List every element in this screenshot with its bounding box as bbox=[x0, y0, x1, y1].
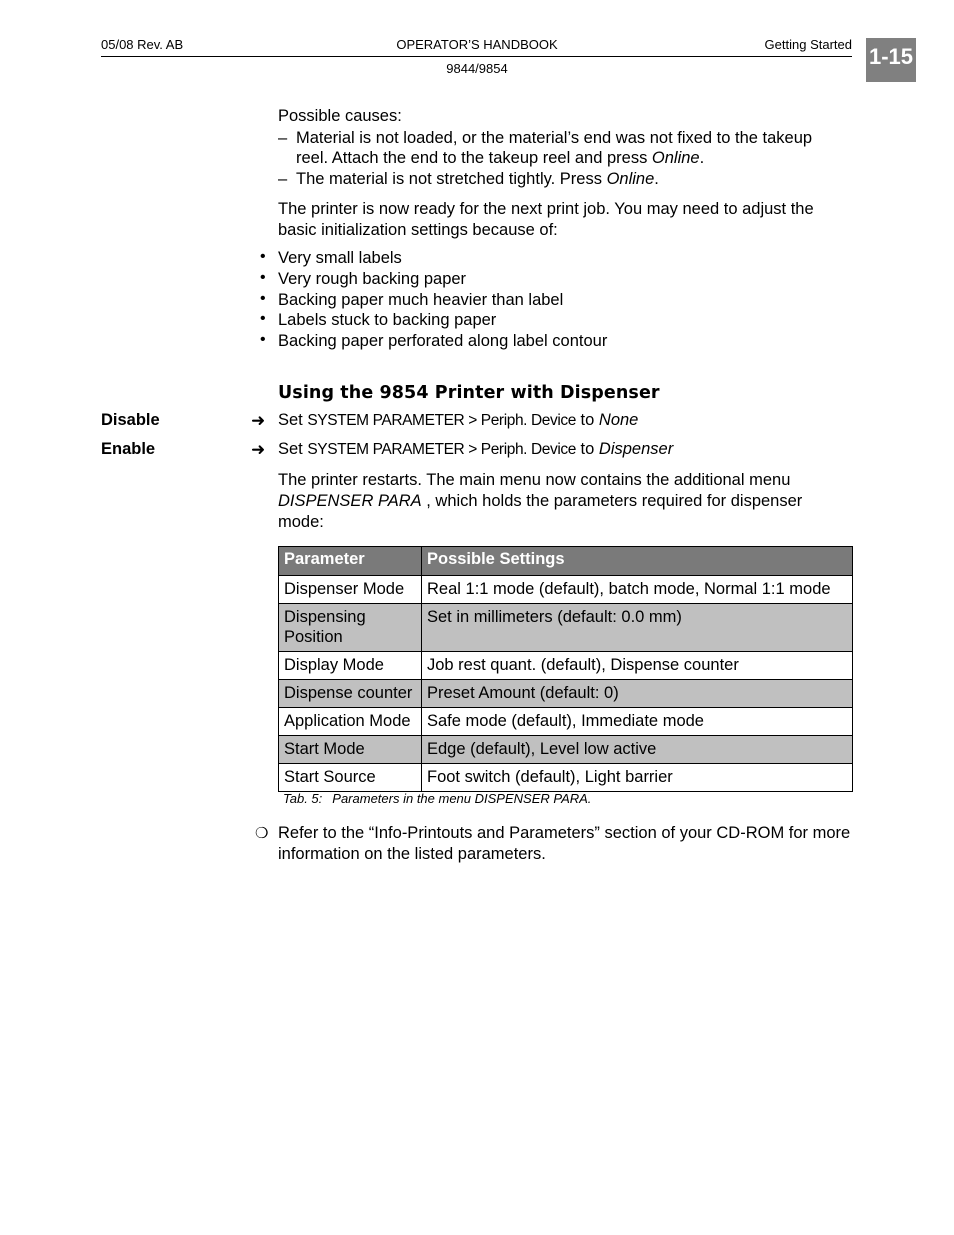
bullet-icon: • bbox=[260, 331, 266, 348]
restart-line: mode: bbox=[278, 513, 324, 531]
caption-label: Tab. 5: bbox=[283, 791, 323, 806]
disable-instruction bbox=[278, 411, 638, 430]
column-header: Parameter bbox=[279, 547, 422, 576]
ready-paragraph: The printer is now ready for the next print job. You may need to adjust the basic initialization settings because of: bbox=[278, 200, 814, 239]
table-cell: Edge (default), Level low active bbox=[422, 736, 853, 764]
to-word: to bbox=[575, 440, 599, 458]
table-row bbox=[279, 604, 853, 652]
table-row bbox=[279, 708, 853, 736]
page-number-tab: 1-15 bbox=[866, 38, 916, 82]
dash-marker: – bbox=[278, 170, 288, 188]
table-row bbox=[279, 680, 853, 708]
table-cell: Dispenser Mode bbox=[279, 576, 422, 604]
menu-path: SYSTEM PARAMETER > Periph. Device bbox=[307, 412, 576, 429]
header-chapter: Getting Started bbox=[764, 37, 852, 52]
cause-item bbox=[278, 169, 858, 189]
bullet-icon: • bbox=[260, 310, 266, 327]
causes-intro: Possible causes: bbox=[278, 107, 402, 125]
cause-text: The material is not stretched tightly. Press bbox=[296, 170, 607, 188]
arrow-right-icon: ➜ bbox=[251, 440, 266, 459]
online-key: Online bbox=[651, 149, 700, 167]
menu-path: SYSTEM PARAMETER > Periph. Device bbox=[307, 441, 576, 458]
section-heading: Using the 9854 Printer with Dispenser bbox=[278, 383, 660, 403]
table-caption bbox=[283, 791, 591, 806]
header-title: OPERATOR’S HANDBOOK bbox=[396, 37, 558, 52]
header-revision: 05/08 Rev. AB bbox=[101, 37, 184, 52]
set-word: Set bbox=[278, 411, 308, 429]
dash-marker: – bbox=[278, 129, 288, 147]
table-cell: Start Source bbox=[279, 764, 422, 792]
to-word: to bbox=[575, 411, 599, 429]
table-cell: Safe mode (default), Immediate mode bbox=[422, 708, 853, 736]
table-cell: Real 1:1 mode (default), batch mode, Normal 1:1 mode bbox=[422, 576, 853, 604]
header-model: 9844/9854 bbox=[446, 61, 508, 76]
table-cell: Job rest quant. (default), Dispense counter bbox=[422, 652, 853, 680]
reference-note: Refer to the “Info-Printouts and Parameters” section of your CD-ROM for more information on the listed parameters. bbox=[278, 824, 851, 863]
header-rule bbox=[101, 56, 852, 57]
online-key: Online bbox=[606, 170, 655, 188]
cause-item bbox=[278, 128, 858, 168]
table-header-row bbox=[279, 547, 853, 576]
restart-line: , which holds the parameters required for dispenser bbox=[421, 492, 803, 510]
enable-instruction bbox=[278, 440, 673, 459]
bullet-text: Very small labels bbox=[278, 249, 402, 267]
table-row bbox=[279, 764, 853, 792]
cause-punct: . bbox=[654, 170, 659, 188]
caption-text: Parameters in the menu DISPENSER PARA. bbox=[332, 791, 592, 806]
disable-label: Disable bbox=[101, 411, 160, 429]
table-cell: Set in millimeters (default: 0.0 mm) bbox=[422, 604, 853, 652]
cause-punct: . bbox=[699, 149, 705, 167]
table-row bbox=[279, 576, 853, 604]
circle-bullet-icon: ❍ bbox=[255, 825, 269, 842]
setting-value: Dispenser bbox=[598, 440, 674, 458]
bullet-text: Backing paper perforated along label contour bbox=[278, 332, 608, 350]
table-row bbox=[279, 736, 853, 764]
setting-value: None bbox=[598, 411, 639, 429]
restart-paragraph bbox=[278, 470, 858, 533]
bullet-icon: • bbox=[260, 290, 266, 307]
table-cell: Dispense counter bbox=[279, 680, 422, 708]
menu-name: DISPENSER PARA bbox=[278, 492, 422, 510]
restart-line: The printer restarts. The main menu now contains the additional menu bbox=[278, 471, 791, 489]
column-header: Possible Settings bbox=[422, 547, 853, 576]
parameter-table bbox=[278, 546, 853, 792]
table-row bbox=[279, 652, 853, 680]
table-cell: Preset Amount (default: 0) bbox=[422, 680, 853, 708]
bullet-icon: • bbox=[260, 269, 266, 286]
bullet-text: Labels stuck to backing paper bbox=[278, 311, 497, 329]
arrow-right-icon: ➜ bbox=[251, 411, 266, 430]
cause-text: Material is not loaded, or the material’s end was not fixed to the takeup reel. Attach the end to the takeup reel and press bbox=[296, 129, 813, 167]
table-cell: Display Mode bbox=[279, 652, 422, 680]
bullet-text: Backing paper much heavier than label bbox=[278, 291, 564, 309]
table-cell: Start Mode bbox=[279, 736, 422, 764]
table-cell: Foot switch (default), Light barrier bbox=[422, 764, 853, 792]
bullet-text: Very rough backing paper bbox=[278, 270, 467, 288]
bullet-icon: • bbox=[260, 248, 266, 265]
table-cell: Dispensing Position bbox=[279, 604, 422, 652]
table-cell: Application Mode bbox=[279, 708, 422, 736]
set-word: Set bbox=[278, 440, 308, 458]
enable-label: Enable bbox=[101, 440, 156, 458]
